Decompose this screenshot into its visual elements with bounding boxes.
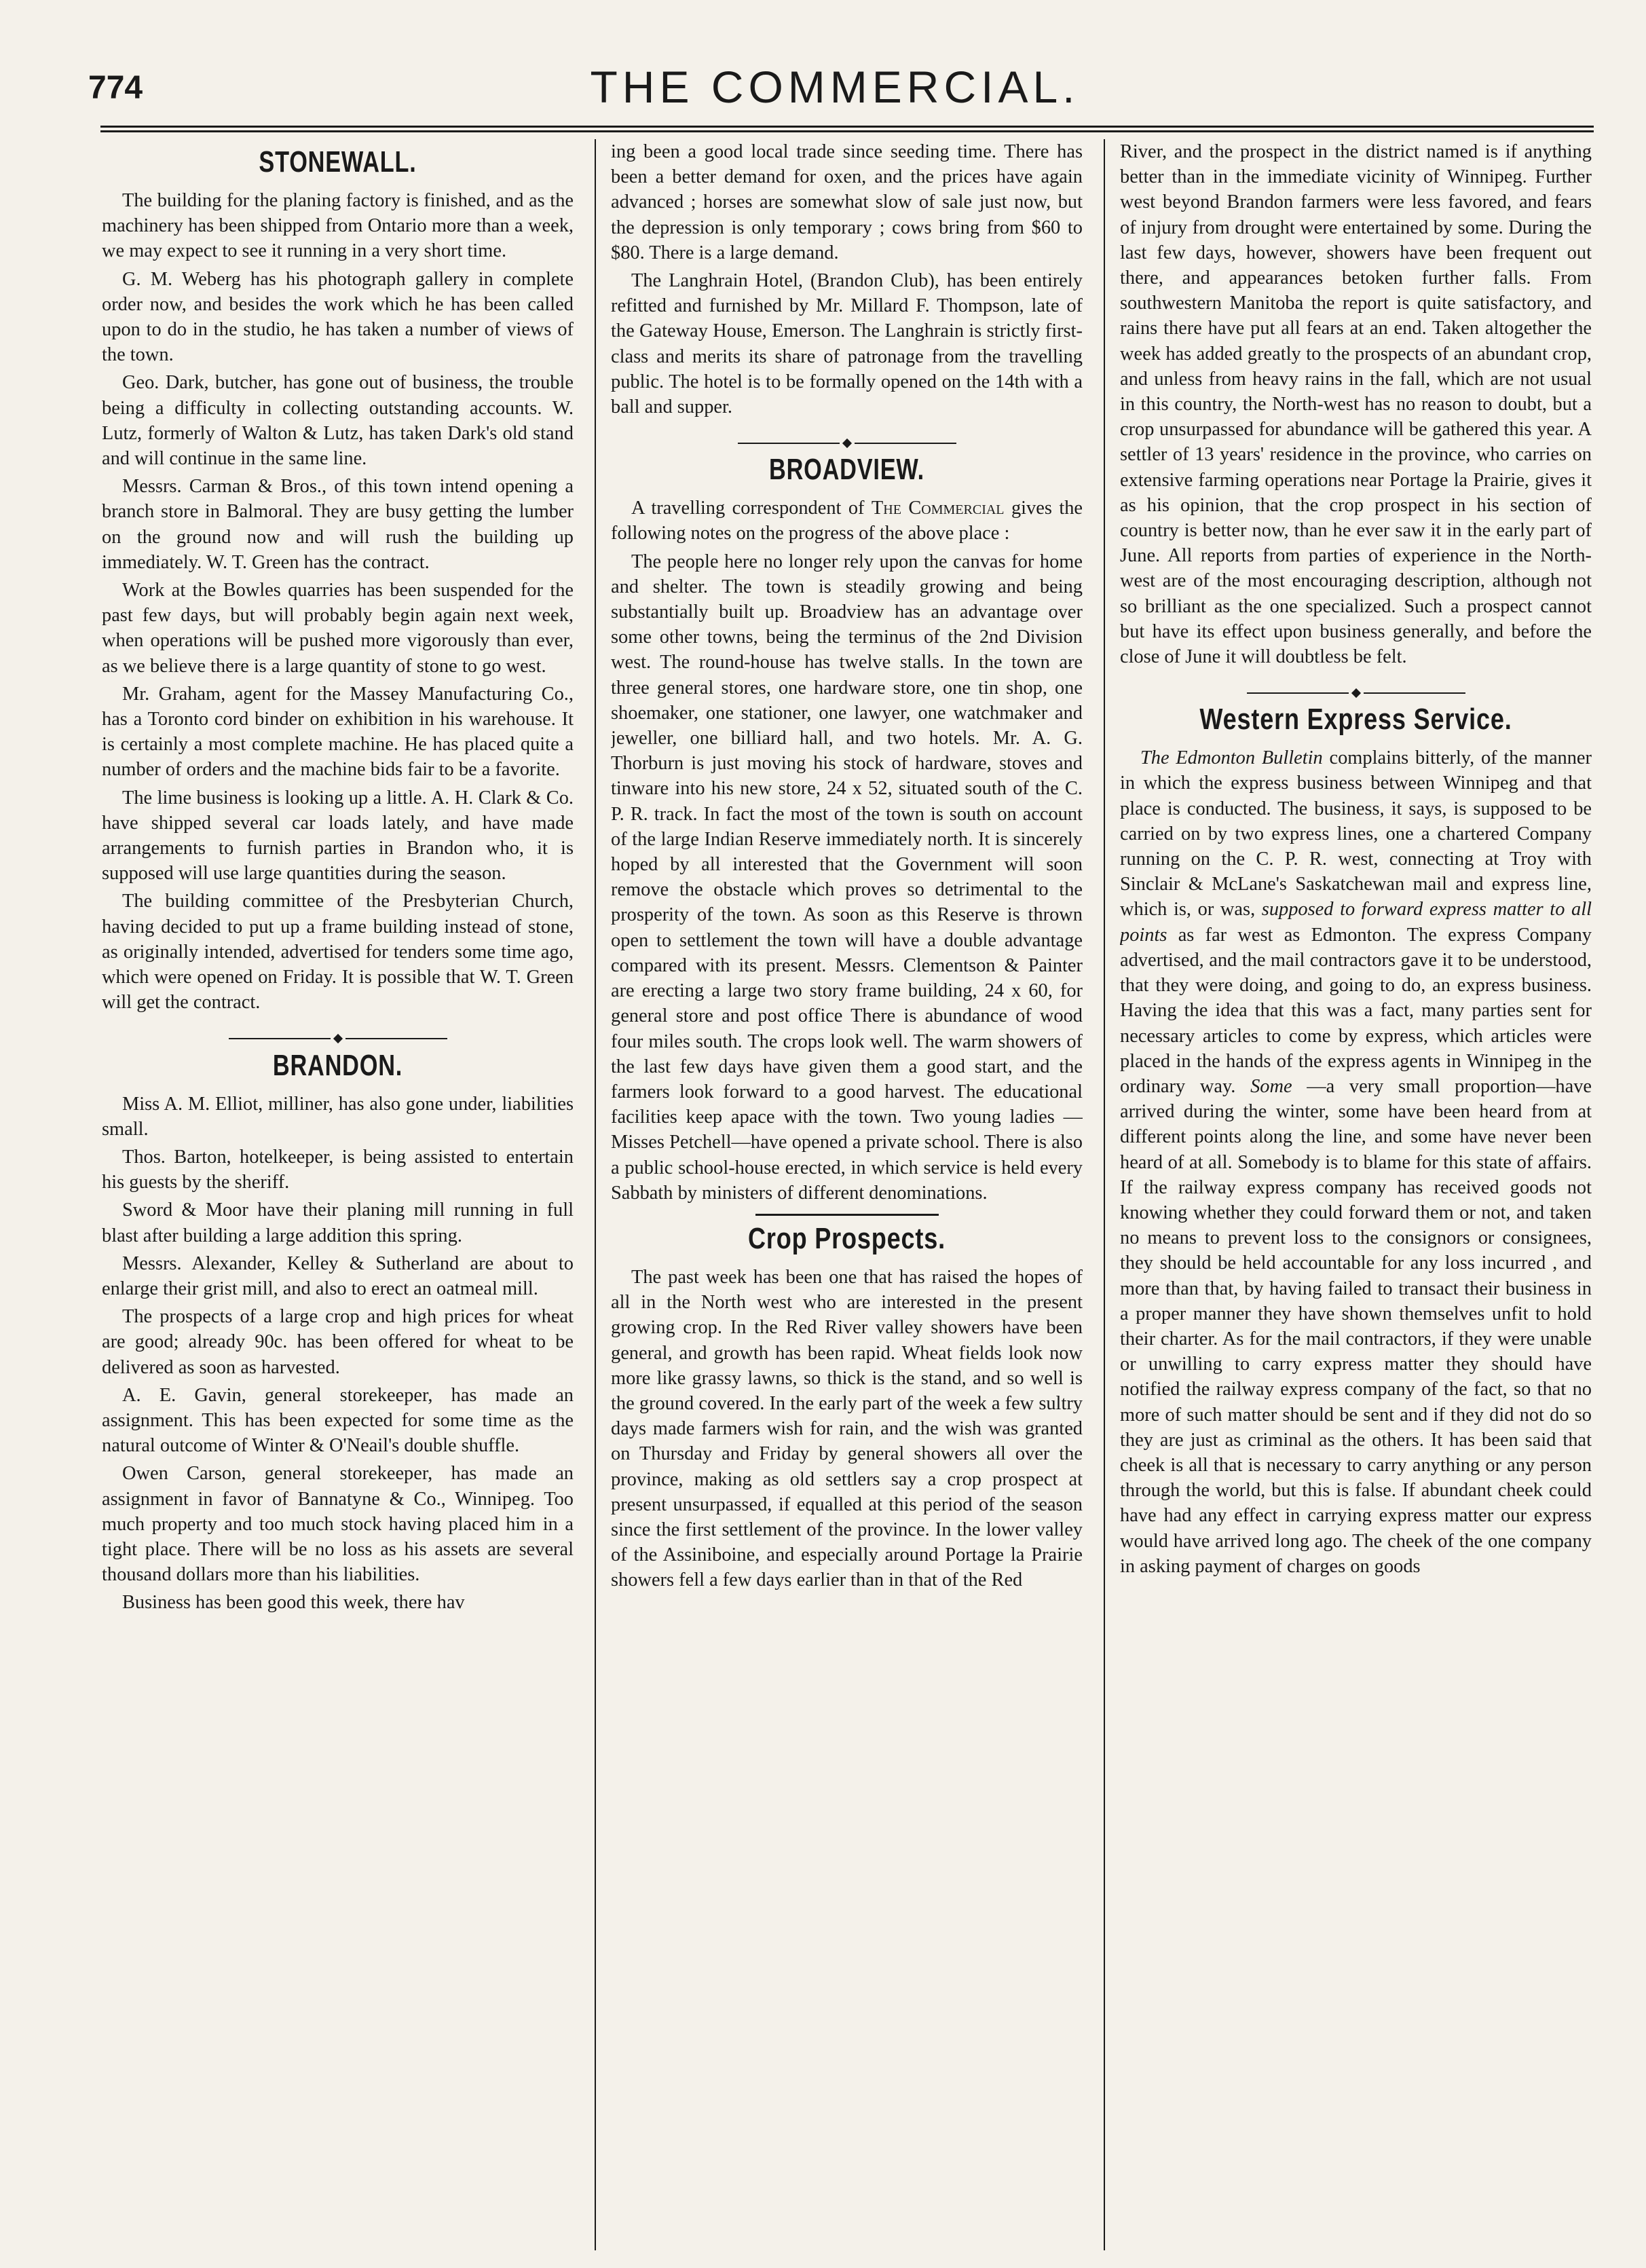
section-heading-broadview: BROADVIEW.	[768, 453, 924, 487]
section-heading-western-express: Western Express Service.	[1199, 703, 1512, 737]
article-paragraph: Miss A. M. Elliot, milliner, has also gone under, liabilities small.	[102, 1093, 574, 1140]
article-paragraph: The prospects of a large crop and high prices for wheat are good; already 90c. has been offered for wheat to be delivered as soon as harvested.	[102, 1306, 574, 1378]
column-2	[611, 139, 1083, 2250]
article-paragraph: Geo. Dark, butcher, has gone out of business, the trouble being a difficulty in collecting outstanding accounts. W. Lutz, formerly of Walton & Lutz, has taken Dark's old stand and will continue in the same line.	[102, 372, 574, 470]
article-paragraph: The people here no longer rely upon the canvas for home and shelter. The town is steadily growing and being substantially built up. Broadview has an advantage over some other towns, being the terminus of the 2nd Division west. The round-house has twelve stalls. In the town are three general stores, one hardware store, one tin shop, one shoemaker, one stationer, one lawyer, one watchmaker and jeweller, one billiard hall, and two hotels. Mr. A. G. Thorburn is just moving his stock of hardware, stoves and tinware into his new store, 24 x 52, situated south of the C. P. R. track. In fact the most of the town is south on account of the large Indian Reserve immediately north. It is sincerely hoped by all interested that the Government will soon remove the obstacle which proves so detrimental to the prosperity of the town. As soon as this Reserve is thrown open to settlement the town will have a double advantage compared with its present. Messrs. Clementson & Painter are erecting a large two story frame building, 24 x 60, for general store and post office There is abundance of wood four miles south. The crops look well. The warm showers of the last few days have given them a good start, and the farmers look forward to a good harvest. The educational facilities keep apace with the town. Two young ladies —Misses Petchell—have opened a private school. There is also a public school-house erected, in which service is held every Sabbath by ministers of different denominations.	[611, 551, 1083, 1204]
column-1	[102, 139, 574, 2250]
section-heading-brandon: BRANDON.	[272, 1048, 403, 1082]
article-paragraph	[1120, 745, 1592, 1579]
article-paragraph: Thos. Barton, hotelkeeper, is being assisted to entertain his guests by the sheriff.	[102, 1146, 574, 1193]
masthead-title: THE COMMERCIAL.	[590, 62, 1080, 112]
page-header	[88, 61, 1582, 122]
column-3	[1120, 139, 1592, 2250]
column-divider	[595, 139, 596, 2250]
section-divider	[611, 429, 1083, 445]
publication-name: The Edmonton Bulletin	[1140, 747, 1323, 769]
section-heading-stonewall: STONEWALL.	[259, 145, 417, 179]
section-rule	[755, 1214, 939, 1216]
article-paragraph: Mr. Graham, agent for the Massey Manufacturing Co., has a Toronto cord binder on exhibition in his warehouse. It is certainly a most complete machine. He has placed quite a number of orders and the machine bids fair to be a favorite.	[102, 683, 574, 781]
article-paragraph: Messrs. Alexander, Kelley & Sutherland are about to enlarge their grist mill, and also to erect an oatmeal mill.	[102, 1252, 574, 1299]
article-paragraph: Business has been good this week, there hav	[122, 1592, 465, 1614]
article-paragraph: ing been a good local trade since seeding time. There has been a better demand for oxen, and the prices have again advanced ; horses are somewhat slow of sale just now, but the depression is only temporary ; cows bring from $60 to $80. There is a large demand.	[611, 141, 1083, 263]
paragraph-text: as far west as Edmonton. The express Company advertised, and the mail contractors gave it to be understood, that they were doing, and going to do, an express business. Having the idea that this was a fact, many parties sent for necessary articles to come by express, which articles were placed in the hands of the express agents in Winnipeg in the ordinary way.	[1120, 924, 1592, 1097]
section-heading-crop-prospects: Crop Prospects.	[748, 1221, 946, 1255]
article-paragraph: The building committee of the Presbyterian Church, having decided to put up a frame building instead of stone, as originally intended, advertised for tenders some time ago, which were opened on Friday. It is possible that W. T. Green will get the contract.	[102, 891, 574, 1014]
article-paragraph: Sword & Moor have their planing mill running in full blast after building a large addition this spring.	[102, 1200, 574, 1246]
article-paragraph: Messrs. Carman & Bros., of this town intend opening a branch store in Balmoral. They are busy getting the lumber on the ground now and will rush the building up immediately. W. T. Green has the contract.	[102, 476, 574, 573]
column-divider	[1104, 139, 1105, 2250]
section-divider	[1120, 679, 1592, 695]
paragraph-text: —a very small proportion—have arrived during the winter, some have been heard from at different points along the line, and some have never been heard of at all. Somebody is to blame for this state of affairs. If the railway express company has received goods not knowing whether they could forward them or not, and taken no means to prevent loss to the consignors or consignees, they should be held accountable for any loss incurred , and more than that, by having failed to transact their business in a proper manner they have shown themselves unfit to hold their charter. As for the mail contractors, if they were unable or unwilling to carry express matter they should have notified the railway express company of the fact, so that no more of such matter should be sent and if they did not do so they are just as criminal as the others. It has been said that cheek is all that is necessary to carry anything or any person through the world, but this is false. If abundant cheek could have had any effect in carrying express matter our express would have arrived long ago. The cheek of the one company in asking payment of charges on goods	[1120, 1075, 1592, 1577]
article-paragraph: The Langhrain Hotel, (Brandon Club), has been entirely refitted and furnished by Mr. Millard F. Thompson, late of the Gateway House, Emerson. The Langhrain is strictly first-class and merits its share of patronage from the travelling public. The hotel is to be formally opened on the 14th with a ball and supper.	[611, 270, 1083, 418]
page-number: 774	[88, 70, 143, 106]
paragraph-text: A travelling correspondent of	[631, 498, 872, 519]
article-paragraph: Work at the Bowles quarries has been suspended for the past few days, but will probably begin again next week, when operations will be pushed more vigorously than ever, as we believe there is a large quantity of stone to go west.	[102, 580, 574, 677]
article-paragraph: Owen Carson, general storekeeper, has made an assignment in favor of Bannatyne & Co., Winnipeg. Too much property and too much stock having placed him in a tight place. There will be no loss as his assets are several thousand dollars more than his liabilities.	[102, 1463, 574, 1586]
masthead-rule	[100, 126, 1594, 132]
article-paragraph: The past week has been one that has raised the hopes of all in the North west who are interested in the present growing crop. In the Red River valley showers have been general, and growth has been rapid. Wheat fields look now more like grassy lawns, so thick is the stand, and so well is the ground covered. In the early part of the week a few sultry days made farmers wish for rain, and the wish was granted on Thursday and Friday by general showers all over the province, making as old settlers say a crop prospect at present unsurpassed, if equalled at this period of the season since the first settlement of the province. In the lower valley of the Assiniboine, and especially around Portage la Prairie showers fell a few days earlier than in that of the Red	[611, 1266, 1083, 1591]
paragraph-text: complains bitterly, of the manner in which the express business between Winnipeg and that place is conducted. The business, it says, is supposed to be carried on by two express lines, one a chartered Company running on the C. P. R. west, connecting at Troy with Sinclair & McLane's Saskatchewan mail and express line, which is, or was,	[1120, 747, 1592, 921]
italic-text: supposed to forward express matter to all points	[1120, 899, 1592, 946]
article-paragraph: The building for the planing factory is finished, and as the machinery has been shipped from Ontario more than a week, we may expect to see it running in a very short time.	[102, 190, 574, 262]
paragraph-text: gives the following notes on the progress of the above place :	[611, 498, 1083, 544]
article-paragraph: The lime business is looking up a little. A. H. Clark & Co. have shipped several car loads lately, and have made arrangements to furnish parties in Brandon who, it is supposed will use large quantities during the season.	[102, 787, 574, 885]
article-paragraph	[611, 496, 1083, 546]
article-paragraph: G. M. Weberg has his photograph gallery in complete order now, and besides the work which he has been called upon to do in the studio, he has taken a number of views of the town.	[102, 268, 574, 366]
italic-text: Some	[1250, 1075, 1292, 1097]
section-divider	[102, 1025, 574, 1041]
article-paragraph: River, and the prospect in the district named is if anything better than in the immediate vicinity of Winnipeg. Further west beyond Brandon farmers were less favored, and fears of injury from drought were entertained by some. During the last few days, however, showers have been frequent out there, and appearances betoken further falls. From southwestern Manitoba the report is quite satisfactory, and rains there have put all fears at an end. Taken altogether the week has added greatly to the prospects of an abundant crop, and unless from heavy rains in the fall, which are not usual in this country, the North-west has no reason to doubt, but a crop unsurpassed for abundance will be gathered this year. A settler of 13 years' residence in the province, who carries on extensive farming operations near Portage la Prairie, gives it as his opinion, that the crop prospect in his section of country is better now, than he ever saw it in the early part of June. All reports from parties of experience in the North-west are of the most encouraging description, although not so brilliant as the one specialized. Such a prospect cannot but have its effect upon business generally, and before the close of June it will doubtless be felt.	[1120, 141, 1592, 668]
publication-name: The Commercial	[871, 498, 1005, 519]
article-paragraph: A. E. Gavin, general storekeeper, has made an assignment. This has been expected for some time as the natural outcome of Winter & O'Neail's double shuffle.	[102, 1384, 574, 1457]
